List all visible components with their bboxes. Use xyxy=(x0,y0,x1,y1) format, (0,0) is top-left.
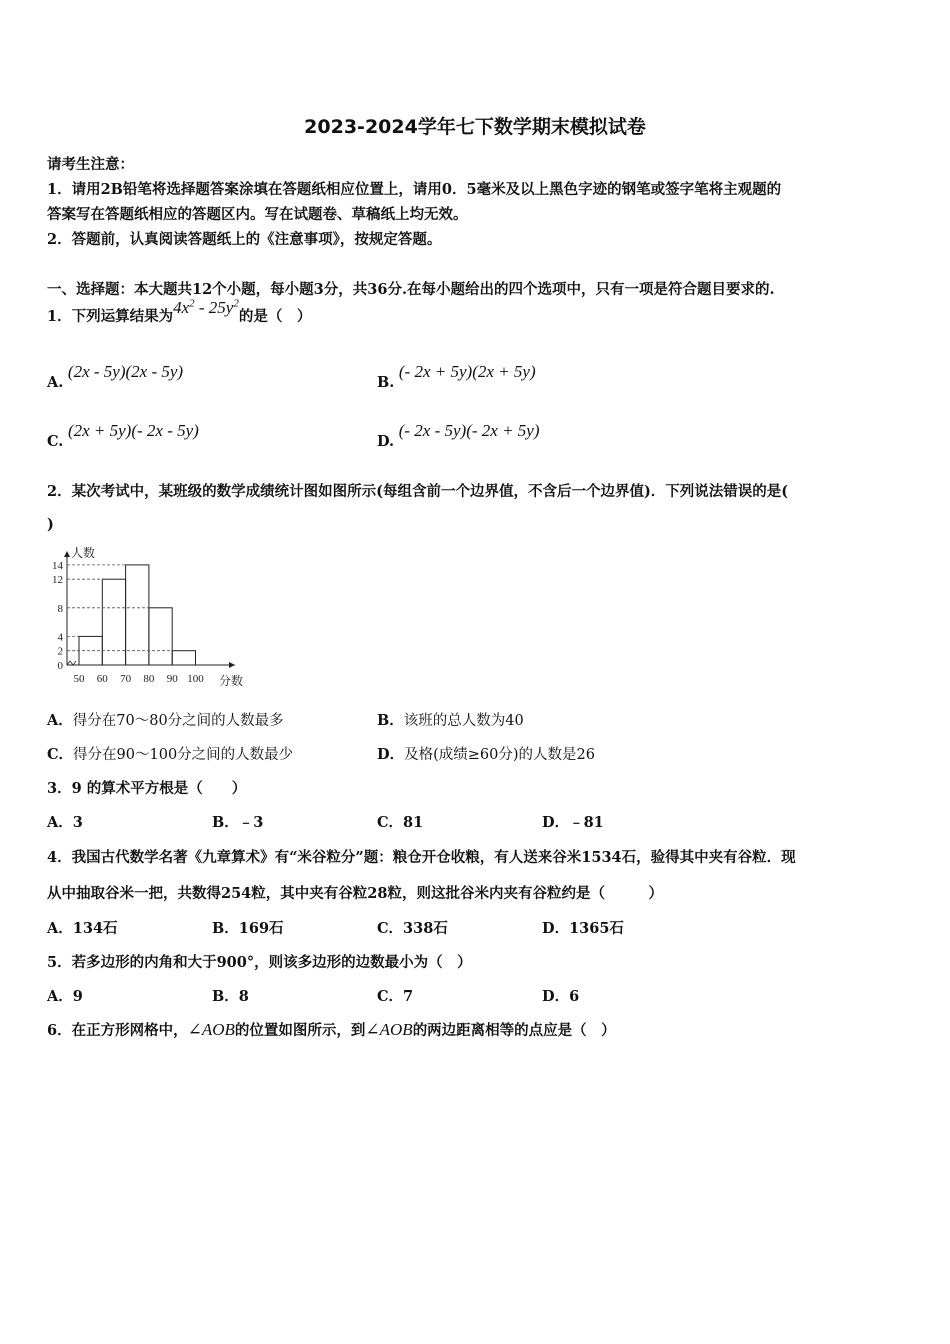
x-tick-label: 70 xyxy=(120,673,132,685)
option-text: ﹣3 xyxy=(238,814,264,831)
x-axis-arrow xyxy=(229,662,235,668)
q2-option-d[interactable] xyxy=(377,743,595,764)
x-tick-label: 100 xyxy=(187,673,204,685)
axis-break-mark xyxy=(67,661,76,665)
option-label: C． xyxy=(47,746,74,763)
q1-option-d[interactable] xyxy=(377,421,540,450)
y-tick-label: 12 xyxy=(52,574,63,587)
q6-middle: 的位置如图所示，到 xyxy=(234,1022,366,1039)
histogram-bar xyxy=(149,608,172,665)
y-axis-arrow xyxy=(64,551,70,557)
option-label: D． xyxy=(542,988,570,1005)
q3-option-b[interactable] xyxy=(212,811,263,832)
q2-option-b[interactable] xyxy=(377,709,524,730)
x-tick-label: 90 xyxy=(166,673,178,685)
option-label: D． xyxy=(542,920,570,937)
page-title: 2023-2024学年七下数学期末模拟试卷 xyxy=(304,116,646,138)
option-text: 169石 xyxy=(238,920,284,937)
q1-exp-1: 2 xyxy=(189,297,195,310)
q3-option-c[interactable] xyxy=(377,811,423,832)
q1-prefix: 1．下列运算结果为 xyxy=(47,308,174,325)
question-2-line-1: 2．某次考试中，某班级的数学成绩统计图如图所示(每组含前一个边界值，不含后一个边界值)．下列说法错误的是( xyxy=(47,483,789,500)
q1-exp-2: 2 xyxy=(233,297,239,310)
option-text: 及格(成绩≥60分)的人数是26 xyxy=(404,747,595,763)
option-label: D． xyxy=(377,746,405,763)
q4-option-c[interactable] xyxy=(377,917,448,938)
q1-option-a[interactable] xyxy=(47,362,184,391)
option-label: C． xyxy=(377,988,404,1005)
x-axis-title: 分数 xyxy=(219,674,244,688)
y-tick-label: 0 xyxy=(57,660,63,672)
option-text: 8 xyxy=(238,988,249,1005)
option-text: ﹣81 xyxy=(569,814,604,831)
section-heading: 一、选择题：本大题共12个小题，每小题3分，共36分.在每小题给出的四个选项中，只有一项是符合题目要求的. xyxy=(47,281,775,298)
option-text: 得分在90～100分之间的人数最少 xyxy=(73,747,294,763)
q4-option-b[interactable] xyxy=(212,917,284,938)
q3-option-a[interactable] xyxy=(47,811,83,832)
option-label: A. xyxy=(47,374,64,391)
option-label: D. xyxy=(377,433,395,450)
score-histogram xyxy=(45,543,265,693)
option-label: A． xyxy=(47,920,73,937)
option-label: B． xyxy=(377,712,404,729)
question-6 xyxy=(47,1019,616,1040)
option-text: 134石 xyxy=(72,920,118,937)
histogram-bar xyxy=(126,565,149,665)
option-label: C． xyxy=(377,920,404,937)
option-label: B． xyxy=(212,814,239,831)
option-text: 338石 xyxy=(403,920,448,937)
y-tick-label: 4 xyxy=(57,631,63,644)
q4-option-a[interactable] xyxy=(47,917,118,938)
q4-option-d[interactable] xyxy=(542,917,624,938)
option-text: 7 xyxy=(403,988,414,1005)
option-label: C． xyxy=(377,814,404,831)
q3-option-d[interactable] xyxy=(542,811,604,832)
q5-option-d[interactable] xyxy=(542,985,579,1006)
option-text: 3 xyxy=(72,814,83,831)
question-3: 3．9 的算术平方根是（ ） xyxy=(47,780,247,797)
question-2-line-2: ) xyxy=(47,516,54,533)
option-label: B. xyxy=(377,374,395,391)
notice-item-2: 2．答题前，认真阅读答题纸上的《注意事项》，按规定答题。 xyxy=(47,231,442,248)
q5-option-b[interactable] xyxy=(212,985,249,1006)
option-expression: (2x - 5y)(2x - 5y) xyxy=(67,362,184,381)
x-tick-label: 60 xyxy=(96,673,108,685)
option-expression: (- 2x + 5y)(2x + 5y) xyxy=(398,362,536,381)
option-text: 6 xyxy=(569,988,580,1005)
y-tick-label: 8 xyxy=(57,602,63,615)
question-4-line-2: 从中抽取谷米一把，共数得254粒，其中夹有谷粒28粒，则这批谷米内夹有谷粒约是（ ） xyxy=(47,885,663,902)
option-label: A． xyxy=(47,988,73,1005)
question-1 xyxy=(47,297,312,326)
q1-expression xyxy=(173,298,239,317)
notice-heading: 请考生注意： xyxy=(47,156,134,173)
option-expression: (- 2x - 5y)(- 2x + 5y) xyxy=(398,421,540,440)
q6-prefix: 6．在正方形网格中， xyxy=(47,1022,188,1039)
option-text: 得分在70～80分之间的人数最多 xyxy=(72,713,284,729)
option-text: 9 xyxy=(72,988,83,1005)
option-label: C. xyxy=(47,433,64,450)
q5-option-a[interactable] xyxy=(47,985,83,1006)
q5-option-c[interactable] xyxy=(377,985,413,1006)
q1-suffix: 的是（ ） xyxy=(238,308,312,325)
x-tick-label: 80 xyxy=(143,673,155,685)
option-text: 1365石 xyxy=(569,920,624,937)
question-5: 5．若多边形的内角和大于900°，则该多边形的边数最小为（ ） xyxy=(47,954,472,971)
q6-angle-1: ∠AOB xyxy=(187,1020,235,1039)
option-text: 该班的总人数为40 xyxy=(403,713,524,729)
q1-expr-b: - 25y xyxy=(194,298,234,317)
option-label: B． xyxy=(212,988,239,1005)
q1-option-c[interactable] xyxy=(47,421,199,450)
notice-item-1b: 答案写在答题纸相应的答题区内。写在试题卷、草稿纸上均无效。 xyxy=(47,206,468,223)
q6-angle-2: ∠AOB xyxy=(365,1020,413,1039)
q1-expr-a: 4x xyxy=(173,298,190,317)
option-text: 81 xyxy=(403,814,424,831)
q2-option-a[interactable] xyxy=(47,709,284,730)
x-tick-label: 50 xyxy=(73,673,85,685)
y-tick-label: 14 xyxy=(52,559,63,572)
option-label: D． xyxy=(542,814,570,831)
option-label: B． xyxy=(212,920,239,937)
histogram-bar xyxy=(102,579,125,665)
q6-suffix: 的两边距离相等的点应是（ ） xyxy=(412,1022,616,1039)
question-4-line-1: 4．我国古代数学名著《九章算术》有“米谷粒分”题：粮仓开仓收粮，有人送来谷米1534石，验得其中夹有谷粒．现 xyxy=(47,849,796,866)
option-label: A． xyxy=(47,814,73,831)
q2-option-c[interactable] xyxy=(47,743,293,764)
option-expression: (2x + 5y)(- 2x - 5y) xyxy=(67,421,199,440)
q1-option-b[interactable] xyxy=(377,362,536,391)
y-axis-title: 人数 xyxy=(71,546,96,560)
y-tick-label: 2 xyxy=(57,645,63,658)
histogram-bar xyxy=(172,651,195,665)
notice-item-1a: 1．请用2B铅笔将选择题答案涂填在答题纸相应位置上，请用0．5毫米及以上黑色字迹的钢笔或签字笔将主观题的 xyxy=(47,181,782,198)
option-label: A． xyxy=(47,712,73,729)
